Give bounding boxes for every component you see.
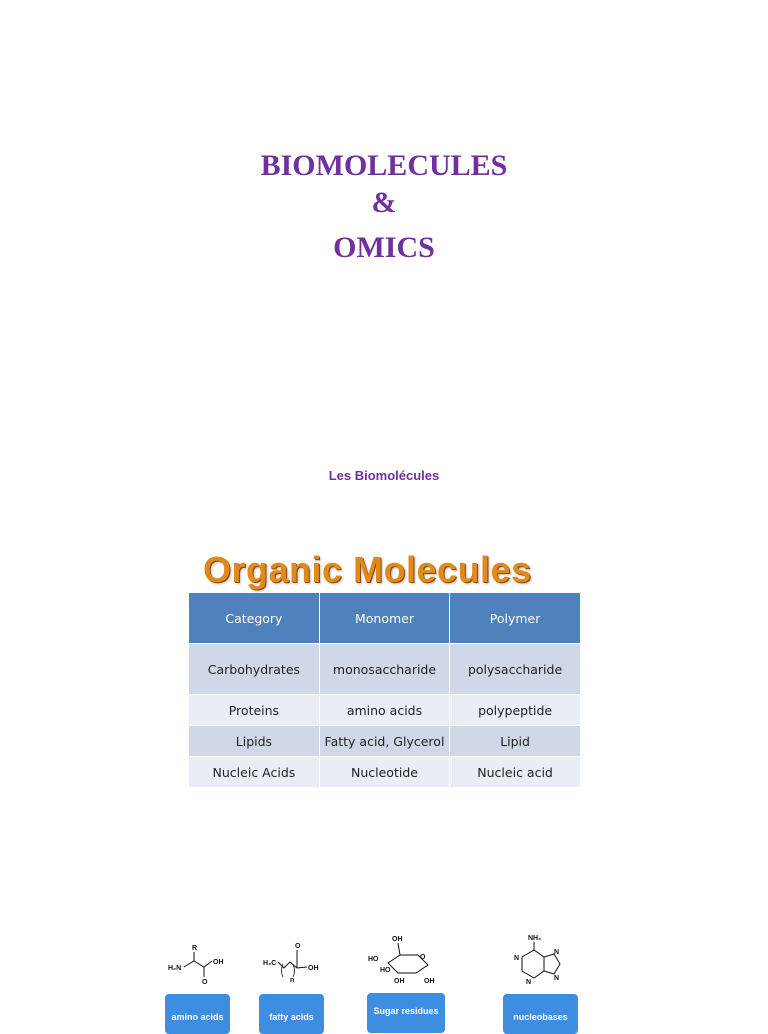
nucleobase-diagram	[510, 930, 574, 988]
base-n7-label: N	[554, 949, 560, 956]
sugar-ring-o-label: O	[420, 954, 426, 961]
fatty-acids-label: fatty acids	[259, 994, 324, 1034]
sugar-ho-left-label: HO	[368, 956, 379, 963]
fatty-acid-diagram	[262, 940, 328, 986]
base-n9-label: N	[554, 975, 560, 982]
sugar-residues-label: Sugar residues	[367, 993, 445, 1033]
header-category: Category	[189, 593, 319, 644]
cell-polymer: polypeptide	[450, 695, 580, 726]
amino-r-label: R	[192, 945, 198, 952]
organic-molecules-heading: Organic Molecules	[203, 549, 532, 590]
table-row	[189, 644, 580, 695]
sugar-ch2oh-bond	[398, 943, 400, 955]
sugar-structure	[366, 933, 446, 989]
cell-polymer: polysaccharide	[450, 644, 580, 695]
fatty-oh-label: OH	[308, 965, 319, 972]
cover-title-line3: OMICS	[333, 231, 435, 264]
table-row	[189, 695, 580, 726]
cover-title-line1: BIOMOLECULES	[260, 149, 508, 182]
base-n3-label: N	[526, 979, 532, 986]
fatty-n-label: n	[290, 977, 295, 984]
nucleobase-structure	[510, 930, 574, 988]
cell-category: Carbohydrates	[189, 644, 319, 695]
cover-title-ampersand: &	[371, 186, 397, 219]
cell-monomer: amino acids	[319, 695, 449, 726]
sugar-oh-right-label: OH	[424, 978, 435, 985]
amino-backbone-bond	[184, 961, 212, 967]
nucleobases-label: nucleobases	[503, 994, 578, 1034]
cell-monomer: monosaccharide	[319, 644, 449, 695]
cell-category: Lipids	[189, 726, 319, 757]
base-imidazole-ring	[544, 954, 560, 974]
fatty-repeat-bracket	[282, 964, 295, 977]
table-header-row	[189, 593, 580, 644]
fatty-o-label: O	[295, 943, 301, 950]
base-pyrimidine-ring	[522, 950, 544, 978]
amino-o-label: O	[202, 979, 208, 986]
cell-polymer: Nucleic acid	[450, 757, 580, 788]
fatty-h3c-label: H₃C	[263, 960, 277, 967]
amino-acid-diagram	[166, 940, 232, 986]
cell-monomer: Nucleotide	[319, 757, 449, 788]
header-monomer: Monomer	[319, 593, 449, 644]
sugar-ho-lower-label: HO	[380, 967, 391, 974]
amino-h2n-label: H₂N	[168, 965, 182, 972]
table-row	[189, 757, 580, 788]
cell-monomer: Fatty acid, Glycerol	[319, 726, 449, 757]
base-nh2-label: NH₂	[528, 935, 542, 942]
fatty-acid-structure	[262, 940, 328, 986]
sugar-oh-bottom-label: OH	[394, 978, 405, 985]
amino-oh-label: OH	[213, 959, 224, 966]
cell-category: Proteins	[189, 695, 319, 726]
base-n1-label: N	[514, 955, 520, 962]
table-row	[189, 726, 580, 757]
cell-polymer: Lipid	[450, 726, 580, 757]
cell-category: Nucleic Acids	[189, 757, 319, 788]
amino-acids-label: amino acids	[165, 994, 230, 1034]
header-polymer: Polymer	[450, 593, 580, 644]
organic-molecules-table	[189, 593, 580, 787]
sugar-oh-top-label: OH	[392, 936, 403, 943]
amino-acid-structure	[166, 940, 232, 986]
section-subtitle: Les Biomolécules	[328, 468, 440, 483]
sugar-diagram	[366, 933, 446, 989]
